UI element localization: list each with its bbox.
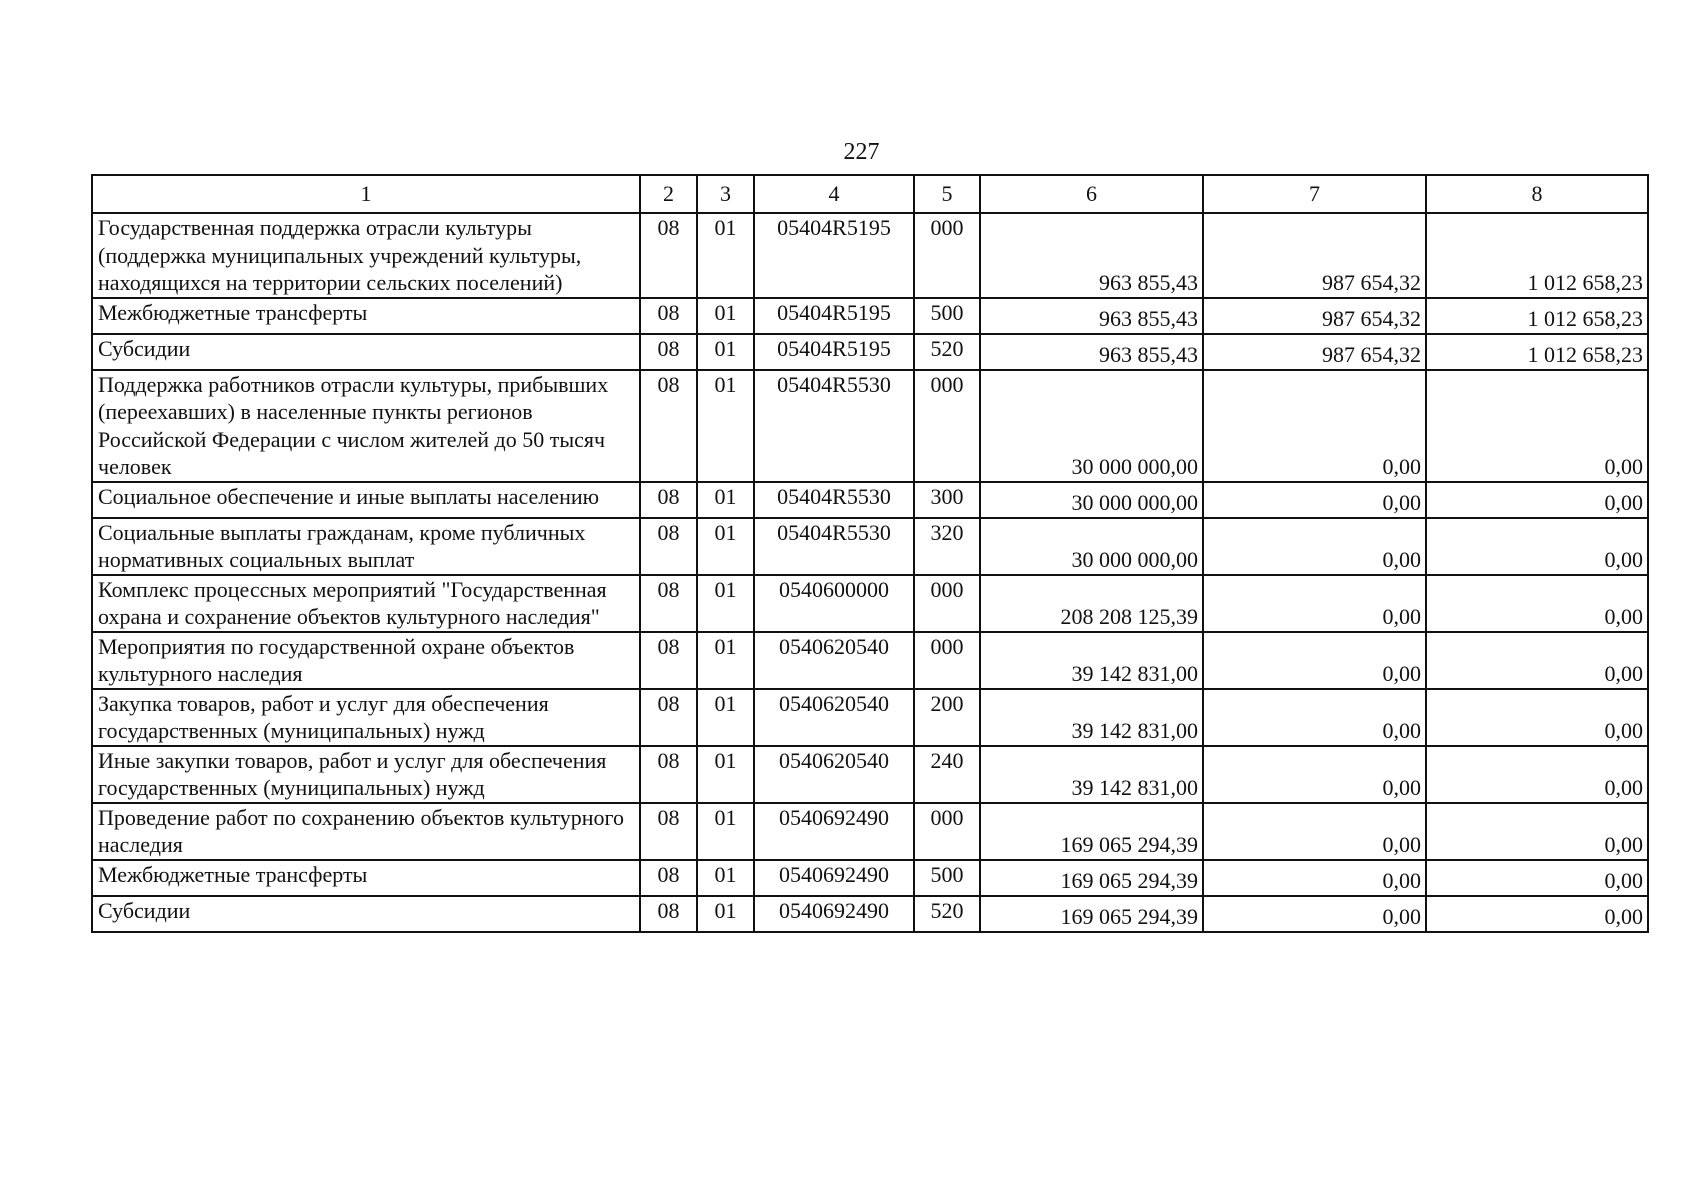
expense-type-code: 520 (914, 334, 980, 370)
header-cell: 2 (640, 175, 697, 213)
table-row (92, 896, 1648, 932)
target-article-code: 0540692490 (754, 860, 914, 896)
section-code: 08 (640, 746, 697, 803)
subsection-code: 01 (697, 518, 754, 575)
amount-column-6: 30 000 000,00 (980, 370, 1203, 482)
expense-type-code: 500 (914, 298, 980, 334)
subsection-code: 01 (697, 860, 754, 896)
subsection-code: 01 (697, 746, 754, 803)
amount-column-6: 30 000 000,00 (980, 482, 1203, 518)
section-code: 08 (640, 632, 697, 689)
amount-column-8: 0,00 (1426, 689, 1648, 746)
amount-column-7: 0,00 (1203, 860, 1426, 896)
amount-column-8: 1 012 658,23 (1426, 298, 1648, 334)
section-code: 08 (640, 689, 697, 746)
amount-column-8: 0,00 (1426, 860, 1648, 896)
row-name: Поддержка работников отрасли культуры, прибывших (переехавших) в населенные пункты регионов Российской Федерации с числом жителей до 50 тысяч человек (92, 370, 640, 482)
subsection-code: 01 (697, 213, 754, 298)
table-row (92, 518, 1648, 575)
expense-type-code: 200 (914, 689, 980, 746)
amount-column-7: 0,00 (1203, 746, 1426, 803)
amount-column-7: 0,00 (1203, 689, 1426, 746)
expense-type-code: 000 (914, 575, 980, 632)
target-article-code: 0540600000 (754, 575, 914, 632)
row-name: Закупка товаров, работ и услуг для обеспечения государственных (муниципальных) нужд (92, 689, 640, 746)
row-name: Государственная поддержка отрасли культуры (поддержка муниципальных учреждений культуры, находящихся на территории сельских поселений) (92, 213, 640, 298)
header-cell: 8 (1426, 175, 1648, 213)
amount-column-7: 0,00 (1203, 803, 1426, 860)
amount-column-8: 0,00 (1426, 632, 1648, 689)
amount-column-6: 208 208 125,39 (980, 575, 1203, 632)
amount-column-7: 0,00 (1203, 575, 1426, 632)
section-code: 08 (640, 575, 697, 632)
amount-column-7: 987 654,32 (1203, 334, 1426, 370)
expense-type-code: 300 (914, 482, 980, 518)
target-article-code: 05404R5195 (754, 213, 914, 298)
page-number: 227 (843, 139, 880, 165)
row-name: Проведение работ по сохранению объектов культурного наследия (92, 803, 640, 860)
amount-column-6: 39 142 831,00 (980, 632, 1203, 689)
target-article-code: 0540692490 (754, 803, 914, 860)
subsection-code: 01 (697, 370, 754, 482)
header-cell: 4 (754, 175, 914, 213)
header-cell: 6 (980, 175, 1203, 213)
target-article-code: 0540620540 (754, 689, 914, 746)
amount-column-8: 1 012 658,23 (1426, 334, 1648, 370)
target-article-code: 0540620540 (754, 746, 914, 803)
expense-type-code: 000 (914, 370, 980, 482)
subsection-code: 01 (697, 334, 754, 370)
amount-column-6: 963 855,43 (980, 298, 1203, 334)
section-code: 08 (640, 213, 697, 298)
amount-column-8: 0,00 (1426, 803, 1648, 860)
amount-column-6: 963 855,43 (980, 334, 1203, 370)
subsection-code: 01 (697, 896, 754, 932)
section-code: 08 (640, 370, 697, 482)
amount-column-7: 987 654,32 (1203, 298, 1426, 334)
amount-column-8: 0,00 (1426, 575, 1648, 632)
row-name: Межбюджетные трансферты (92, 298, 640, 334)
budget-table (91, 174, 1649, 933)
amount-column-8: 0,00 (1426, 746, 1648, 803)
section-code: 08 (640, 482, 697, 518)
amount-column-6: 169 065 294,39 (980, 860, 1203, 896)
table-row (92, 213, 1648, 298)
amount-column-6: 39 142 831,00 (980, 689, 1203, 746)
header-cell: 3 (697, 175, 754, 213)
header-cell: 1 (92, 175, 640, 213)
row-name: Социальное обеспечение и иные выплаты населению (92, 482, 640, 518)
amount-column-6: 963 855,43 (980, 213, 1203, 298)
header-cell: 7 (1203, 175, 1426, 213)
amount-column-8: 0,00 (1426, 482, 1648, 518)
amount-column-6: 169 065 294,39 (980, 896, 1203, 932)
header-cell: 5 (914, 175, 980, 213)
table-row (92, 746, 1648, 803)
expense-type-code: 240 (914, 746, 980, 803)
row-name: Мероприятия по государственной охране объектов культурного наследия (92, 632, 640, 689)
target-article-code: 0540692490 (754, 896, 914, 932)
amount-column-6: 169 065 294,39 (980, 803, 1203, 860)
target-article-code: 05404R5195 (754, 298, 914, 334)
row-name: Субсидии (92, 334, 640, 370)
amount-column-7: 0,00 (1203, 896, 1426, 932)
section-code: 08 (640, 298, 697, 334)
header-row (92, 175, 1648, 213)
expense-type-code: 000 (914, 632, 980, 689)
table-row (92, 575, 1648, 632)
amount-column-8: 0,00 (1426, 370, 1648, 482)
amount-column-8: 1 012 658,23 (1426, 213, 1648, 298)
amount-column-7: 0,00 (1203, 518, 1426, 575)
amount-column-8: 0,00 (1426, 518, 1648, 575)
subsection-code: 01 (697, 803, 754, 860)
amount-column-6: 39 142 831,00 (980, 746, 1203, 803)
row-name: Межбюджетные трансферты (92, 860, 640, 896)
amount-column-7: 0,00 (1203, 482, 1426, 518)
expense-type-code: 500 (914, 860, 980, 896)
subsection-code: 01 (697, 298, 754, 334)
subsection-code: 01 (697, 689, 754, 746)
table-row (92, 370, 1648, 482)
target-article-code: 05404R5195 (754, 334, 914, 370)
table-row (92, 632, 1648, 689)
table-row (92, 689, 1648, 746)
target-article-code: 0540620540 (754, 632, 914, 689)
table-row (92, 298, 1648, 334)
amount-column-8: 0,00 (1426, 896, 1648, 932)
expense-type-code: 000 (914, 213, 980, 298)
amount-column-7: 0,00 (1203, 370, 1426, 482)
row-name: Субсидии (92, 896, 640, 932)
row-name: Социальные выплаты гражданам, кроме публичных нормативных социальных выплат (92, 518, 640, 575)
table-row (92, 860, 1648, 896)
expense-type-code: 320 (914, 518, 980, 575)
target-article-code: 05404R5530 (754, 518, 914, 575)
row-name: Комплекс процессных мероприятий "Государственная охрана и сохранение объектов культурного наследия" (92, 575, 640, 632)
section-code: 08 (640, 334, 697, 370)
amount-column-7: 0,00 (1203, 632, 1426, 689)
section-code: 08 (640, 860, 697, 896)
expense-type-code: 520 (914, 896, 980, 932)
subsection-code: 01 (697, 632, 754, 689)
amount-column-7: 987 654,32 (1203, 213, 1426, 298)
table-row (92, 803, 1648, 860)
target-article-code: 05404R5530 (754, 482, 914, 518)
table-row (92, 334, 1648, 370)
section-code: 08 (640, 896, 697, 932)
target-article-code: 05404R5530 (754, 370, 914, 482)
section-code: 08 (640, 518, 697, 575)
expense-type-code: 000 (914, 803, 980, 860)
amount-column-6: 30 000 000,00 (980, 518, 1203, 575)
table-row (92, 482, 1648, 518)
subsection-code: 01 (697, 575, 754, 632)
row-name: Иные закупки товаров, работ и услуг для обеспечения государственных (муниципальных) нужд (92, 746, 640, 803)
subsection-code: 01 (697, 482, 754, 518)
section-code: 08 (640, 803, 697, 860)
